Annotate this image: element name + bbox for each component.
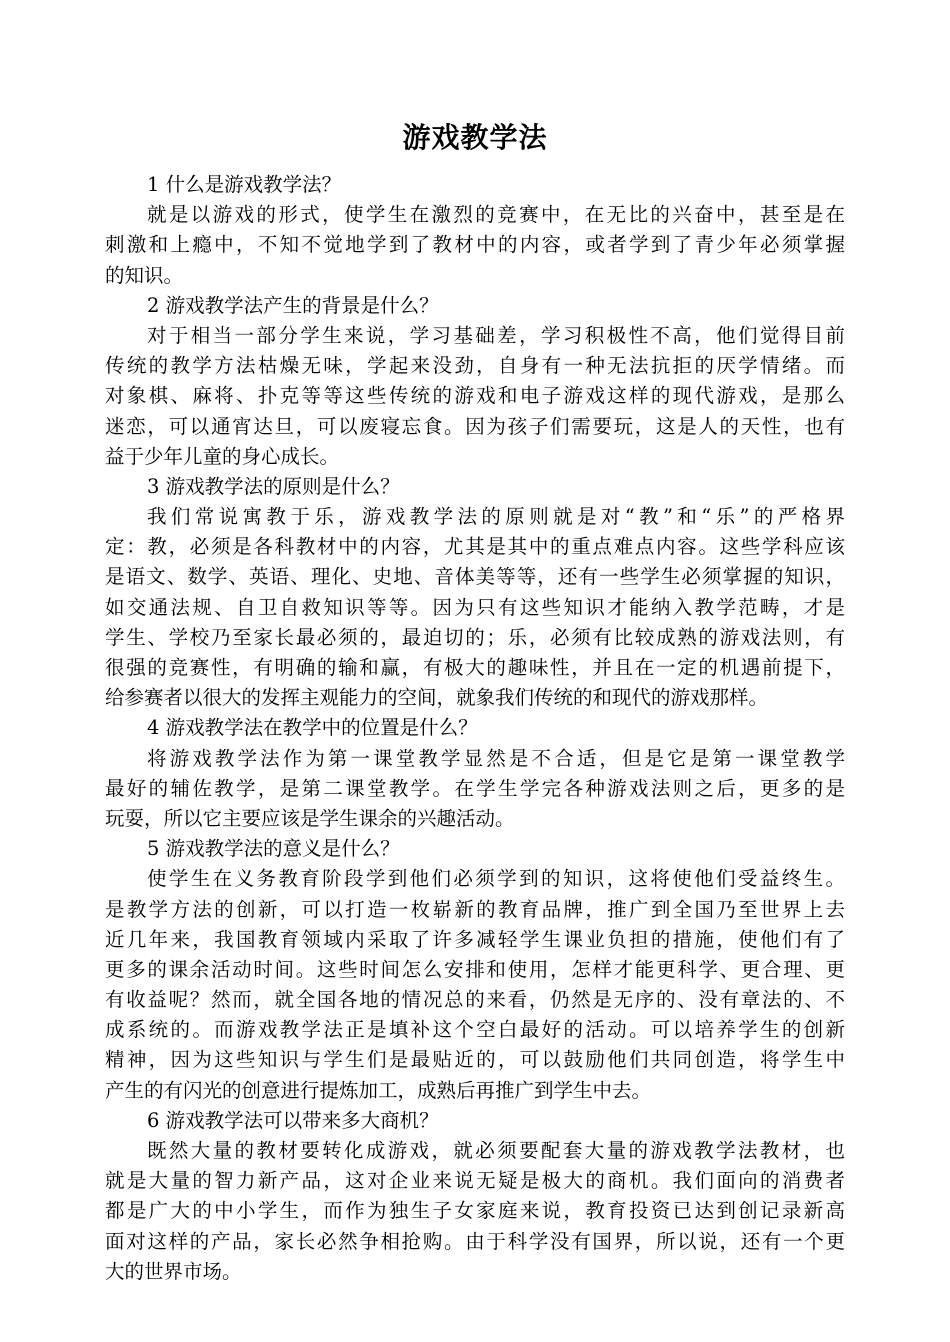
paragraph-line: 益于少年儿童的身心成长。 [105, 444, 340, 468]
paragraph-line: 最好的辅佐教学，是第二课堂教学。在学生学完各种游戏法则之后，更多的是 [105, 776, 845, 800]
document-body [105, 170, 845, 1287]
paragraph-line: 很强的竞赛性，有明确的输和赢，有极大的趣味性，并且在一定的机遇前提下， [105, 656, 845, 679]
paragraph-line: 我们常说寓教于乐，游戏教学法的原则就是对“教”和“乐”的严格界 [147, 505, 845, 529]
paragraph-line: 将游戏教学法作为第一课堂教学显然是不合适，但是它是第一课堂教学 [147, 746, 845, 770]
paragraph-line: 就是大量的智力新产品，这对企业来说无疑是极大的商机。我们面向的消费者 [105, 1169, 845, 1193]
question-heading-line: 1 什么是游戏教学法？ [147, 173, 342, 196]
paragraph-line: 是教学方法的创新，可以打造一枚崭新的教育品牌，推广到全国乃至世界上去 [105, 897, 845, 921]
question-heading-line: 4 游戏教学法在教学中的位置是什么？ [147, 716, 478, 740]
paragraph-line: 精神，因为这些知识与学生们是最贴近的，可以鼓励他们共同创造，将学生中 [105, 1048, 845, 1072]
paragraph-line: 是语文、数学、英语、理化、史地、音体美等等，还有一些学生必须掌握的知识， [105, 565, 845, 589]
paragraph-line: 就是以游戏的形式，使学生在激烈的竞赛中，在无比的兴奋中，甚至是在 [147, 203, 845, 227]
paragraph-line: 使学生在义务教育阶段学到他们必须学到的知识，这将使他们受益终生。 [147, 867, 845, 891]
question-heading-line: 5 游戏教学法的意义是什么？ [147, 837, 400, 861]
paragraph-line: 给参赛者以很大的发挥主观能力的空间，就象我们传统的和现代的游戏那样。 [105, 686, 769, 710]
paragraph-line: 更多的课余活动时间。这些时间怎么安排和使用，怎样才能更科学、更合理、更 [105, 957, 845, 981]
paragraph-line: 有收益呢？然而，就全国各地的情况总的来看，仍然是无序的、没有章法的、不 [105, 988, 845, 1012]
paragraph-line: 的知识。 [105, 263, 184, 287]
paragraph-line: 面对这样的产品，家长必然争相抢购。由于科学没有国界，所以说，还有一个更 [105, 1229, 845, 1253]
paragraph-line: 对于相当一部分学生来说，学习基础差，学习积极性不高，他们觉得目前 [147, 323, 845, 347]
question-heading-line: 3 游戏教学法的原则是什么？ [147, 474, 400, 498]
paragraph-line: 传统的教学方法枯燥无味，学起来没劲，自身有一种无法抗拒的厌学情绪。而 [105, 354, 845, 378]
paragraph-line: 都是广大的中小学生，而作为独生子女家庭来说，教育投资已达到创记录新高 [105, 1199, 845, 1223]
question-heading-line: 2 游戏教学法产生的背景是什么？ [147, 293, 439, 317]
paragraph-line: 如交通法规、自卫自救知识等等。因为只有这些知识才能纳入教学范畴，才是 [105, 595, 845, 619]
paragraph-line: 定：教，必须是各科教材中的内容，尤其是其中的重点难点内容。这些学科应该 [105, 535, 845, 559]
paragraph-line: 迷恋，可以通宵达旦，可以废寝忘食。因为孩子们需要玩，这是人的天性，也有 [105, 414, 845, 438]
paragraph-line: 学生、学校乃至家长最必须的，最迫切的；乐，必须有比较成熟的游戏法则，有 [105, 625, 845, 649]
paragraph-line: 成系统的。而游戏教学法正是填补这个空白最好的活动。可以培养学生的创新 [105, 1018, 845, 1042]
paragraph-line: 玩耍，所以它主要应该是学生课余的兴趣活动。 [105, 806, 515, 830]
paragraph-line: 刺激和上瘾中，不知不觉地学到了教材中的内容，或者学到了青少年必须掌握 [105, 233, 845, 257]
paragraph-line: 产生的有闪光的创意进行提炼加工，成熟后再推广到学生中去。 [105, 1078, 652, 1102]
document-title: 游戏教学法 [402, 121, 548, 154]
paragraph-line: 对象棋、麻将、扑克等等这些传统的游戏和电子游戏这样的现代游戏，是那么 [105, 384, 845, 408]
question-heading-line: 6 游戏教学法可以带来多大商机？ [147, 1108, 439, 1132]
paragraph-line: 大的世界市场。 [105, 1259, 242, 1283]
paragraph-line: 既然大量的教材要转化成游戏，就必须要配套大量的游戏教学法教材，也 [147, 1139, 845, 1162]
paragraph-line: 近几年来，我国教育领域内采取了许多减轻学生课业负担的措施，使他们有了 [105, 927, 845, 951]
